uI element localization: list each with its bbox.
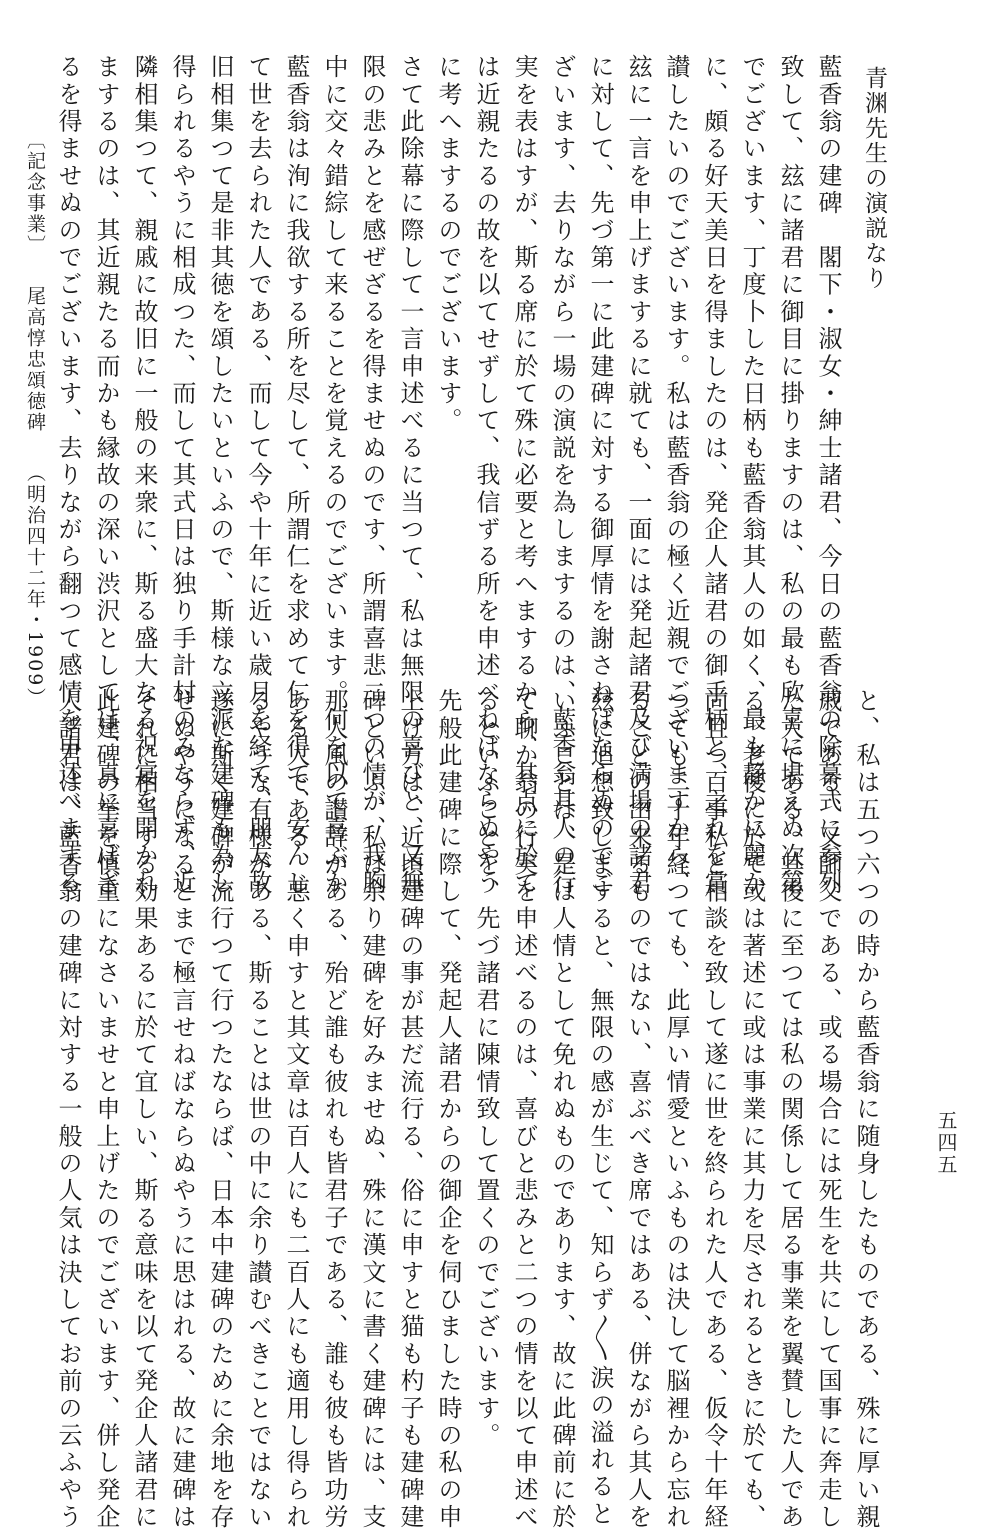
text-line: 上げ方は、近頃建碑の事が甚だ流行る、俗に申すと猫も杓子も建碑建 [396,688,424,1531]
text-line: さて此除幕に際して一言申述べるに当つて、私は無限の喜びと、又無 [396,54,424,898]
text-line: るやうな有様がある、斯ることは世の中に余り讃むべきことではない [244,688,272,1531]
text-line: 藍香翁は洵に我欲する所を尽して、所謂仁を求めて仁を得て、安んじ [282,54,310,898]
text-line: 限の悲みとを感ぜざるを得ませぬのです、所謂喜悲二つの情が、我胸 [358,54,386,898]
text-line: るを得ませぬのでございます、去りながら翻つて感情を申述べまする [54,54,82,898]
text-line: に考へまするのでございます。 [434,54,462,435]
text-line: た人である、其後に至つては私の関係して居る事業を翼賛した人であ [776,688,804,1531]
text-line: 遂に斯く建碑が流行つて行つたならば、日本中建碑のために余地を存 [206,688,234,1531]
running-head-section: 〔記念事業〕 [24,130,46,256]
text-line: ある人である、悪く申すと其文章は百人にも二百人にも適用し得られ [282,688,310,1531]
text-line: 藍香翁の建碑 閣下・淑女・紳士諸君、今日の藍香翁の除幕式に参列 [814,54,842,898]
text-line: る、老後に於て或は著述に或は事業に其力を尽されるときに於ても、 [738,688,766,1531]
speech-heading: 青渊先生の演説なり [861,66,887,291]
text-line: 中に交々錯綜して来ることを覚えるのでございます。何を以て喜ぶか [320,54,348,898]
text-line: 尚且つ百事私と相談を致して遂に世を終られた人である、仮令十年経 [700,688,728,1531]
text-line: ざいます、去りながら一場の演説を為しまするのは、藍香翁其人の行 [548,54,576,898]
text-line: 玆に追想致しますると、無限の感が生じて、知らず〳〵涙の溢れると [586,688,614,1528]
text-line: 讃したいのでございます。私は藍香翁の極く近親でございますから、 [662,54,690,898]
text-line: 碑といふ、私は余り建碑を好みませぬ、殊に漢文に書く建碑には、支 [358,688,386,1531]
text-line: るといふことを、先づ諸君に陳情致して置くのでございます。 [472,688,500,1450]
text-line: と、私は五つ六つの時から藍香翁に随身したものである、殊に厚い親 [852,688,880,1531]
text-line: つても二十年経つても、此厚い情愛といふものは決して脳裡から忘れ [662,688,690,1531]
text-line: まするのは、其近親たる而かも縁故の深い渋沢としては、真に喜ばざ [92,54,120,898]
page-number: 五四五 [934,1110,958,1176]
running-head [22,130,49,708]
text-line: 那人風の讃辞がある、殆ど誰も彼れも皆君子である、誰も彼も皆功労 [320,688,348,1531]
text-line: て世を去られた人である、而して今や十年に近い歳月を経て、朋友故 [244,54,272,898]
running-head-title: 尾高惇忠頌徳碑 [24,286,46,433]
text-line: 此建碑の挙を慎重になさいませと申上げたのでございます、併し発企 [92,688,120,1531]
text-line: 戚である、又師父である、或る場合には死生を共にして国事に奔走し [814,688,842,1531]
text-line: 致して、玆に諸君に御目に掛りますのは、私の最も欣喜に堪えぬ次第 [776,54,804,898]
text-line: いふことは、是は人情として免れぬものであります、故に此碑前に於 [548,688,576,1531]
text-line: に対して、先づ第一に此建碑に対する御厚情を謝さねばならぬのでご [586,54,614,898]
text-line: せぬやうになるとまで極言せねばならぬやうに思はれる、故に建碑は [168,688,196,1531]
text-line: それに相当する効果あるに於て宜しい、斯る意味を以て発企人諸君に [130,688,158,1531]
text-line: 先般此建碑に際して、発起人諸君からの御企を伺ひました時の私の申 [434,688,462,1531]
text-line: 実を表はすが、斯る席に於て殊に必要と考へまするから、其点に於て [510,54,538,898]
text-line: 人諸君は、藍香翁の建碑に対する一般の人気は決してお前の云ふやう [54,688,82,1531]
text-line: て聊か翁の行実を申述べるのは、喜びと悲みと二つの情を以て申述べ [510,688,538,1531]
text-line: は近親たるの故を以てせずして、我信ずる所を申述べねばならぬやう [472,54,500,898]
text-line: 玆に一言を申上げまするに就ても、一面には発起諸君及び満場の諸君 [624,54,652,898]
text-line: 隣相集つて、親戚に故旧に一般の来衆に、斯る盛大なる祝宴を開かれ [130,54,158,898]
running-head-date: （明治四十二年・1909） [24,463,46,709]
text-line: に、頗る好天美日を得ましたのは、発企人諸君の御手柄と、之れを賞 [700,54,728,898]
text-line: でございます、丁度卜した日柄も藍香翁其人の如く、最も静かに麗か [738,54,766,898]
text-line: ることの出来るものではない、喜ぶべき席ではある、併ながら其人を [624,688,652,1531]
text-line: 得られるやうに相成つた、而して其式日は独り手計村のみならず、近 [168,54,196,898]
text-line: 旧相集つて是非其徳を頌したいといふので、斯様な立派な建碑も為し [206,54,234,898]
